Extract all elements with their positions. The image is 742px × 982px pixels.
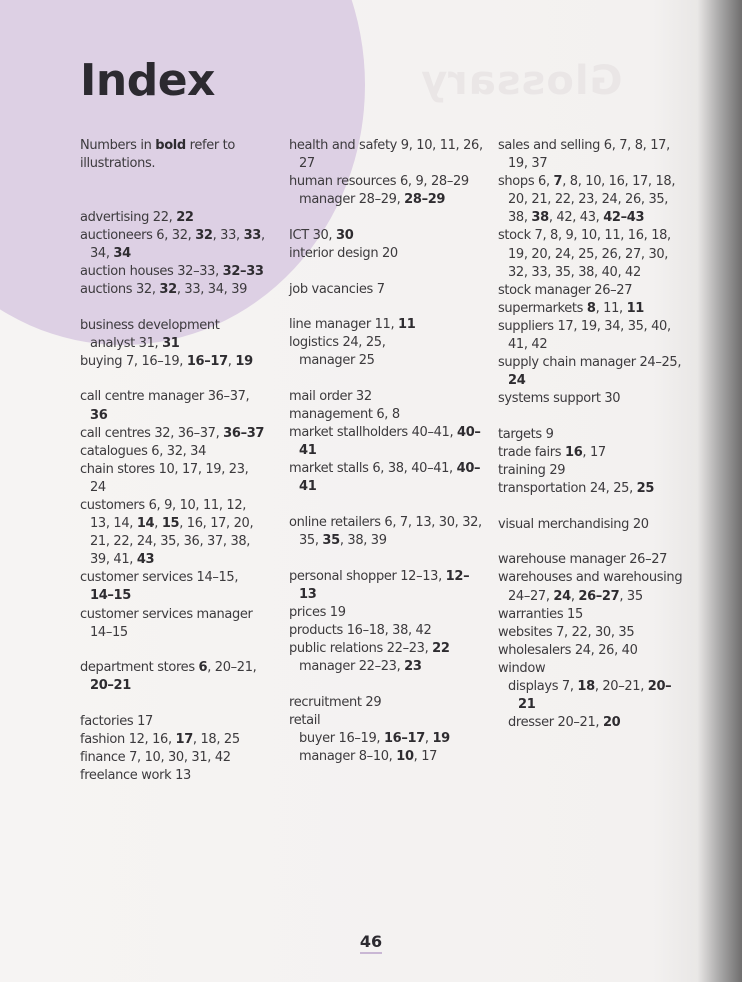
page-number	[0, 932, 742, 951]
entry-text: business development analyst 31,	[80, 317, 220, 351]
bold-note	[80, 137, 265, 173]
entry-text: line manager 11,	[289, 317, 399, 333]
index-entry	[498, 137, 688, 173]
entry-text: call centre manager 36–37,	[80, 389, 250, 405]
entry-text: displays 7,	[508, 679, 578, 695]
illustration-page-ref: 32–33	[222, 263, 264, 279]
illustration-page-ref: 40–41	[299, 461, 481, 495]
entry-text: management 6, 8	[289, 407, 400, 423]
index-entry	[498, 426, 688, 444]
entry-text: mail order 32	[289, 388, 372, 404]
entry-text: window	[498, 660, 546, 676]
entry-text: suppliers 17, 19, 34, 35, 40, 41, 42	[498, 318, 671, 353]
entry-text: warranties 15	[498, 606, 583, 622]
entry-text: ,	[154, 516, 162, 532]
illustration-page-ref: 19	[432, 730, 450, 746]
illustration-page-ref: 16–17	[383, 730, 425, 746]
index-subentry	[289, 730, 484, 748]
index-entry	[80, 767, 265, 785]
index-entry	[289, 712, 484, 730]
index-entry	[498, 624, 688, 642]
entry-text: , 17	[413, 749, 438, 765]
illustration-page-ref: 31	[162, 335, 180, 351]
index-entry	[289, 137, 484, 173]
entry-gap	[289, 550, 484, 568]
entry-text: prices 19	[289, 604, 346, 620]
illustration-page-ref: 33	[243, 227, 261, 243]
index-subentry	[498, 678, 688, 714]
index-entry	[80, 713, 265, 731]
index-entry	[289, 406, 484, 424]
index-entry	[289, 281, 484, 299]
entry-text: auctions 32,	[80, 282, 160, 298]
entry-text: ,	[424, 730, 433, 746]
entry-text: catalogues 6, 32, 34	[80, 443, 207, 459]
index-column-2	[289, 137, 484, 766]
entry-text: manager 28–29,	[299, 192, 405, 208]
illustration-page-ref: 43	[136, 552, 155, 568]
entry-gap	[289, 263, 484, 281]
illustration-page-ref: 20–21	[518, 679, 672, 713]
entry-text: manager 22–23,	[299, 659, 405, 675]
index-subentry	[289, 352, 484, 370]
entry-text: , 20–21,	[207, 660, 257, 676]
entry-text: manager 8–10,	[299, 749, 397, 765]
index-entry	[80, 209, 265, 227]
illustration-page-ref: 15	[161, 516, 180, 532]
illustration-page-ref: 14–15	[90, 588, 131, 604]
bold-note-pre: Numbers in	[80, 138, 156, 153]
entry-text: visual merchandising 20	[498, 516, 649, 532]
illustration-page-ref: 23	[404, 659, 422, 675]
illustration-page-ref: 34	[113, 245, 131, 261]
entry-gap	[80, 191, 265, 209]
entry-text: , 34,	[90, 227, 265, 261]
index-subentry	[498, 714, 688, 732]
entry-text: market stallholders 40–41,	[289, 425, 458, 441]
index-entry	[80, 606, 265, 642]
entry-gap	[498, 498, 688, 516]
entry-text: call centres 32, 36–37,	[80, 425, 224, 441]
entry-text: public relations 22–23,	[289, 641, 433, 657]
entry-text: , 17	[582, 445, 606, 460]
entry-text: wholesalers 24, 26, 40	[498, 642, 638, 658]
illustration-page-ref: 12–13	[299, 568, 470, 602]
index-column-1	[80, 137, 265, 785]
entry-text: targets 9	[498, 426, 554, 442]
entry-gap	[80, 642, 265, 660]
illustration-page-ref: 16–17	[186, 353, 228, 369]
illustration-page-ref: 8	[586, 300, 596, 316]
index-entry	[289, 694, 484, 712]
index-entry	[80, 461, 265, 497]
entry-text: chain stores 10, 17, 19, 23, 24	[80, 461, 249, 495]
index-entry	[498, 227, 688, 281]
entry-gap	[498, 408, 688, 426]
entry-text: department stores	[80, 660, 199, 676]
illustration-page-ref: 24	[508, 373, 526, 389]
entry-text: supply chain manager 24–25,	[498, 355, 682, 371]
illustration-page-ref: 11	[398, 317, 416, 333]
index-entry	[289, 604, 484, 622]
index-entry	[498, 354, 688, 390]
illustration-page-ref: 14	[136, 516, 155, 532]
illustration-page-ref: 30	[336, 227, 354, 243]
entry-text: warehouses and warehousing 24–27,	[498, 570, 683, 604]
entry-text: shops 6,	[498, 174, 554, 190]
index-entry	[498, 444, 688, 462]
index-entry	[289, 622, 484, 640]
entry-text: human resources 6, 9, 28–29	[289, 174, 469, 190]
illustration-page-ref: 36	[90, 407, 108, 423]
entry-text: transportation 24, 25,	[498, 481, 637, 497]
index-entry	[80, 317, 265, 353]
index-entry	[289, 316, 484, 334]
index-entry	[289, 245, 484, 263]
illustration-page-ref: 10	[396, 749, 414, 765]
index-entry	[80, 731, 265, 749]
entry-text: , 20–21,	[594, 679, 648, 695]
index-subentry	[289, 658, 484, 676]
entry-text: websites 7, 22, 30, 35	[498, 624, 635, 640]
index-entry	[80, 281, 265, 299]
entry-text: health and safety 9, 10, 11, 26, 27	[289, 138, 483, 172]
illustration-page-ref: 28–29	[404, 192, 446, 208]
index-column-3	[498, 137, 688, 732]
illustration-page-ref: 19	[235, 353, 253, 369]
entry-text: finance 7, 10, 30, 31, 42	[80, 750, 231, 766]
illustration-page-ref: 26–27	[578, 588, 620, 604]
index-entry	[80, 497, 265, 569]
entry-text: customers 6, 9, 10, 11, 12, 13, 14,	[80, 498, 247, 532]
index-entry	[289, 514, 484, 550]
index-entries	[80, 191, 265, 785]
entry-text: ,	[570, 588, 579, 604]
index-entry	[80, 353, 265, 371]
index-entry	[498, 282, 688, 300]
entry-text: warehouse manager 26–27	[498, 552, 668, 568]
entry-text: stock manager 26–27	[498, 282, 633, 298]
index-entry	[289, 173, 484, 191]
entry-text: personal shopper 12–13,	[289, 568, 446, 584]
entry-text: auctioneers 6, 32,	[80, 227, 196, 243]
entry-text: sales and selling 6, 7, 8, 17, 19, 37	[498, 138, 670, 172]
entry-text: customer services manager 14–15	[80, 606, 253, 640]
entry-text: , 42, 43,	[548, 210, 604, 226]
entry-text: stock 7, 8, 9, 10, 11, 16, 18, 19, 20, 24, 25, 26, 27, 30, 32, 33, 35, 38, 40, 42	[498, 228, 671, 280]
entry-text: , 35	[619, 588, 643, 604]
index-entries	[498, 137, 688, 732]
illustration-page-ref: 17	[175, 732, 193, 748]
index-entry	[498, 516, 688, 534]
illustration-page-ref: 16	[565, 445, 583, 460]
entry-gap	[80, 695, 265, 713]
entry-text: ICT 30,	[289, 227, 336, 243]
index-entry	[498, 390, 688, 408]
index-entries	[289, 137, 484, 766]
entry-text: , 16, 17, 20, 21, 22, 24, 35, 36, 37, 38, 39, 41,	[90, 516, 254, 568]
entry-text: logistics 24, 25,	[289, 335, 386, 351]
index-entry	[498, 480, 688, 498]
entry-text: buying 7, 16–19,	[80, 353, 187, 369]
entry-text: market stalls 6, 38, 40–41,	[289, 461, 457, 477]
bold-note-bold: bold	[155, 138, 186, 153]
index-entry	[498, 642, 688, 660]
illustration-page-ref: 42–43	[603, 210, 645, 226]
entry-text: training 29	[498, 463, 566, 479]
index-entry	[80, 263, 265, 281]
entry-text: fashion 12, 16,	[80, 732, 176, 748]
illustration-page-ref: 22	[432, 641, 450, 657]
illustration-page-ref: 36–37	[223, 425, 265, 441]
illustration-page-ref: 40–41	[299, 425, 481, 459]
index-entry	[80, 227, 265, 263]
index-entry	[289, 460, 484, 496]
entry-text: buyer 16–19,	[299, 730, 384, 746]
index-entry	[498, 300, 688, 318]
entry-text: manager 25	[299, 353, 375, 369]
entry-text: , 11,	[595, 300, 627, 316]
entry-text: supermarkets	[498, 300, 587, 316]
index-entry	[498, 660, 688, 678]
index-entry	[498, 606, 688, 624]
illustration-page-ref: 38	[531, 210, 549, 226]
entry-text: recruitment 29	[289, 694, 382, 710]
entry-gap	[289, 676, 484, 694]
entry-text: freelance work 13	[80, 768, 191, 784]
illustration-page-ref: 7	[553, 174, 563, 190]
entry-gap	[80, 299, 265, 317]
entry-text: retail	[289, 712, 321, 728]
entry-gap	[289, 370, 484, 388]
entry-text: ,	[227, 353, 236, 369]
index-entry	[498, 318, 688, 354]
entry-text: dresser 20–21,	[508, 715, 603, 731]
illustration-page-ref: 24	[553, 588, 571, 604]
entry-gap	[498, 534, 688, 552]
page-title: Index	[80, 55, 215, 106]
entry-gap	[289, 497, 484, 515]
entry-text: interior design 20	[289, 245, 398, 261]
entry-text: job vacancies 7	[289, 281, 385, 297]
index-entry	[80, 749, 265, 767]
entry-gap	[80, 371, 265, 389]
index-entry	[289, 568, 484, 604]
entry-text: products 16–18, 38, 42	[289, 622, 432, 638]
bold-note-post: refer to illustrations.	[80, 138, 236, 172]
index-entry	[80, 443, 265, 461]
index-entry	[498, 462, 688, 480]
entry-text: factories 17	[80, 713, 153, 729]
illustration-page-ref: 32	[159, 282, 177, 298]
page-number-text: 46	[360, 932, 382, 954]
illustration-page-ref: 18	[577, 679, 595, 695]
index-entry	[498, 569, 688, 605]
illustration-page-ref: 22	[176, 209, 194, 225]
index-entry	[289, 227, 484, 245]
index-entry	[289, 388, 484, 406]
illustration-page-ref: 20–21	[90, 678, 131, 694]
illustration-page-ref: 6	[198, 660, 208, 676]
index-subentry	[289, 191, 484, 209]
entry-gap	[289, 299, 484, 317]
illustration-page-ref: 20	[602, 715, 621, 731]
entry-text: systems support 30	[498, 391, 621, 407]
illustration-page-ref: 32	[195, 227, 213, 243]
index-entry	[80, 388, 265, 424]
index-entry	[498, 173, 688, 227]
index-entry	[80, 659, 265, 695]
entry-text: , 8, 10, 16, 17, 18, 20, 21, 22, 23, 24, 26, 35, 38,	[508, 174, 676, 226]
index-entry	[289, 640, 484, 658]
index-entry	[289, 334, 484, 352]
illustration-page-ref: 25	[636, 481, 655, 497]
illustration-page-ref: 11	[626, 300, 644, 316]
index-entry	[80, 569, 265, 605]
entry-text: , 38, 39	[339, 533, 387, 549]
entry-text: advertising 22,	[80, 209, 177, 225]
entry-text: , 18, 25	[192, 732, 240, 748]
show-through-text: Glossary	[420, 58, 623, 104]
entry-text: trade fairs	[498, 445, 565, 460]
entry-text: , 33, 34, 39	[176, 282, 248, 298]
entry-gap	[289, 209, 484, 227]
index-entry	[289, 424, 484, 460]
entry-text: , 33,	[212, 227, 244, 243]
index-entry	[498, 551, 688, 569]
index-subentry	[289, 748, 484, 766]
entry-text: online retailers 6, 7, 13, 30, 32, 35,	[289, 515, 482, 549]
entry-text: customer services 14–15,	[80, 570, 239, 586]
illustration-page-ref: 35	[322, 533, 340, 549]
index-entry	[80, 425, 265, 443]
entry-text: auction houses 32–33,	[80, 263, 223, 279]
